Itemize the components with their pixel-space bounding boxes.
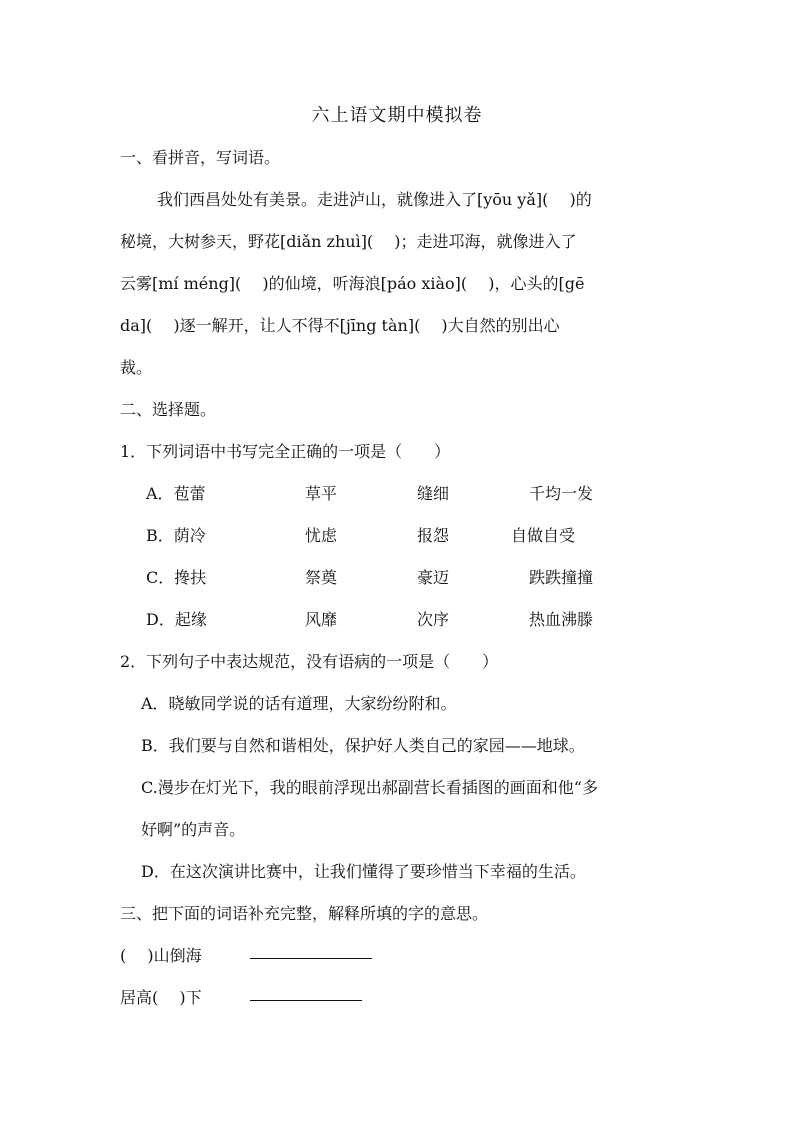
- q1-option-label: A．苞蕾: [146, 484, 206, 503]
- pinyin-paragraph-line-1: 我们西昌处处有美景。走进泸山，就像进入了[yōu yǎ]( )的: [157, 190, 592, 209]
- q1-option-word: 自做自受: [511, 526, 576, 545]
- idiom-item-1-text: ( )山倒海: [120, 946, 202, 965]
- q1-option-word: 豪迈: [417, 568, 450, 587]
- q1-option-word: 忧虑: [305, 526, 338, 545]
- q2-option-c: C.漫步在灯光下，我的眼前浮现出郝副营长看插图的画面和他“多: [141, 778, 598, 797]
- q1-option-word: 缝细: [417, 484, 450, 503]
- q1-option-word: 祭奠: [305, 568, 338, 587]
- section-3-heading: 三、把下面的词语补充完整，解释所填的字的意思。: [120, 904, 489, 923]
- q1-option-word: 千均一发: [529, 484, 594, 503]
- question-1-stem: 1．下列词语中书写完全正确的一项是（ ）: [120, 442, 451, 461]
- q2-option-a: A．晓敏同学说的话有道理，大家纷纷附和。: [141, 694, 457, 713]
- question-2-stem: 2．下列句子中表达规范，没有语病的一项是（ ）: [120, 652, 499, 671]
- q1-option-word: 次序: [417, 610, 450, 629]
- q1-option-word: 风靡: [305, 610, 338, 629]
- idiom-item-2: [120, 988, 202, 1008]
- pinyin-paragraph-line-3: 云雾[mí méng]( )的仙境，听海浪[páo xiào]( )，心头的[gē: [120, 274, 585, 293]
- q2-option-c-continued: 好啊”的声音。: [141, 820, 246, 839]
- q1-option-word: 报怨: [417, 526, 450, 545]
- section-1-heading: 一、看拼音，写词语。: [120, 148, 281, 167]
- q1-option-word: 热血沸滕: [529, 610, 594, 629]
- answer-line-1[interactable]: [250, 944, 372, 959]
- q1-option-label: B．荫冷: [146, 526, 206, 545]
- pinyin-paragraph-line-2: 秘境，大树参天，野花[diǎn zhuì]( )；走进邛海，就像进入了: [120, 232, 577, 251]
- q1-option-word: 草平: [305, 484, 338, 503]
- pinyin-paragraph-line-5: 裁。: [120, 358, 153, 377]
- section-2-heading: 二、选择题。: [120, 400, 217, 419]
- q1-option-word: 跌跌撞撞: [529, 568, 594, 587]
- pinyin-paragraph-line-4: da]( )逐一解开，让人不得不[jīng tàn]( )大自然的别出心: [120, 316, 560, 335]
- q1-option-label: D．起缘: [146, 610, 207, 629]
- answer-line-2[interactable]: [250, 986, 362, 1001]
- q2-option-d: D．在这次演讲比赛中，让我们懂得了要珍惜当下幸福的生活。: [141, 862, 586, 881]
- idiom-item-2-text: 居高( )下: [120, 988, 202, 1007]
- idiom-item-1: [120, 946, 202, 966]
- q1-option-label: C．搀扶: [146, 568, 207, 587]
- q2-option-b: B．我们要与自然和谐相处，保护好人类自己的家园——地球。: [141, 736, 585, 755]
- page-title: 六上语文期中模拟卷: [311, 105, 483, 126]
